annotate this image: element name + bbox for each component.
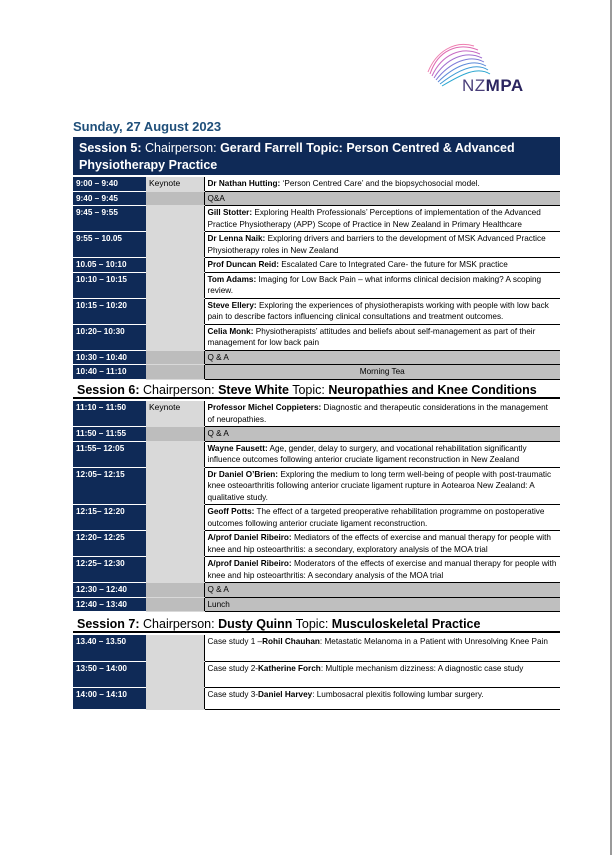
time-cell: 11:10 – 11:50 <box>73 401 146 427</box>
speaker-name: Tom Adams: <box>207 274 257 284</box>
type-cell <box>146 635 204 661</box>
time-cell: 9:45 – 9:55 <box>73 206 146 232</box>
session-detail-cell <box>204 687 560 709</box>
speaker-name: Wayne Fausett: <box>207 443 268 453</box>
schedule-row <box>73 583 560 598</box>
session5-topic: Person Centred & Advanced Physiotherapy Practice <box>79 141 515 172</box>
talk-title: Moderators of the effects of exercise and manual therapy for people with knee and hip osteoarthritis: A secondary analysis of the MOA trial <box>207 559 557 580</box>
speaker-name: Dr Lenna Naik: <box>207 234 266 243</box>
session7-chair-label: Chairperson: <box>143 617 215 631</box>
schedule-row <box>73 206 560 232</box>
session-detail-cell <box>204 597 560 612</box>
schedule-row <box>73 350 560 365</box>
session-detail-cell <box>204 583 560 598</box>
schedule-row <box>73 232 560 258</box>
case-study-prefix: Case study 1 – <box>207 637 263 646</box>
time-cell: 10:40 – 11:10 <box>73 365 146 380</box>
speaker-name: Steve Ellery: <box>207 300 257 310</box>
time-cell: 9:55 – 10.05 <box>73 232 146 258</box>
session7-topic: Musculoskeletal Practice <box>331 617 481 631</box>
speaker-name: Daniel Harvey <box>258 689 313 699</box>
talk-title: : Metastatic Melanoma in a Patient with Unresolving Knee Pain <box>319 637 548 646</box>
talk-title: Imaging for Low Back Pain – what informs clinical decision making? A scoping review. <box>207 274 542 295</box>
session7-label: Session 7: <box>77 617 140 631</box>
session-detail-cell <box>204 467 560 505</box>
session6-chair: Steve White <box>218 383 289 397</box>
talk-title: ‘Person Centred Care’ and the biopsychosocial model. <box>282 179 480 188</box>
talk-title: Exploring the medium to long term well-being of people with post-traumatic knee osteoarthritis following anterior cruciate ligament rupture in Aotearoa New Zealand: A qualitative study. <box>207 469 552 502</box>
session5-table <box>73 177 560 380</box>
schedule-row <box>73 687 560 709</box>
session-detail-cell <box>204 401 560 427</box>
type-cell <box>146 191 204 206</box>
talk-title: : Lumbosacral plexitis following lumbar surgery. <box>312 689 484 699</box>
time-cell: 12:15– 12:20 <box>73 505 146 531</box>
speaker-name: A/prof Daniel Ribeiro: <box>207 559 292 568</box>
session-detail-cell <box>204 350 560 365</box>
talk-title: Morning Tea <box>359 367 405 376</box>
session7-table <box>73 635 560 710</box>
time-cell: 10:30 – 10:40 <box>73 350 146 365</box>
talk-title: Q & A <box>207 429 229 438</box>
schedule-row <box>73 635 560 661</box>
session-detail-cell <box>204 661 560 687</box>
type-cell <box>146 661 204 687</box>
type-cell <box>146 206 204 232</box>
type-cell <box>146 427 204 442</box>
talk-title: Q & A <box>207 585 229 594</box>
session6-table <box>73 401 560 612</box>
session-detail-cell <box>204 365 560 380</box>
time-cell: 9:40 – 9:45 <box>73 191 146 206</box>
schedule-row <box>73 177 560 191</box>
session7-header <box>73 615 560 633</box>
logo-wordmark <box>462 76 524 96</box>
type-cell <box>146 258 204 273</box>
talk-title: Mediators of the effects of exercise and manual therapy for people with knee and hip osteoarthritis: a secondary, exploratory analysis of the MOA trial <box>207 533 551 554</box>
type-cell <box>146 365 204 380</box>
session5-chair-label: Chairperson: <box>145 141 217 155</box>
talk-title: Q&A <box>207 193 225 203</box>
talk-title: The effect of a targeted preoperative rehabilitation programme on postoperative outcomes following anterior cruciate ligament reconstruction. <box>207 507 545 528</box>
time-cell: 11:55– 12:05 <box>73 441 146 467</box>
session5-header <box>73 137 560 175</box>
session6-label: Session 6: <box>77 383 140 397</box>
time-cell: 11:50 – 11:55 <box>73 427 146 442</box>
speaker-name: A/prof Daniel Ribeiro: <box>207 533 292 542</box>
schedule-row <box>73 661 560 687</box>
time-cell: 10:15 – 10:20 <box>73 298 146 324</box>
type-cell <box>146 583 204 598</box>
talk-title: Q & A <box>207 352 229 362</box>
type-cell <box>146 531 204 557</box>
logo-wordmark-b: MPA <box>485 76 524 95</box>
speaker-name: Gill Stotter: <box>207 208 253 217</box>
session-detail-cell <box>204 427 560 442</box>
date-heading: Sunday, 27 August 2023 <box>73 119 222 134</box>
session7-topic-label: Topic: <box>295 617 329 631</box>
schedule-row <box>73 272 560 298</box>
type-cell <box>146 687 204 709</box>
session-detail-cell <box>204 191 560 206</box>
talk-title: Exploring the experiences of physiotherapists working with people with low back pain to describe factors influencing clinical consultations and treatment outcomes. <box>207 300 549 321</box>
session-detail-cell <box>204 298 560 324</box>
time-cell: 14:00 – 14:10 <box>73 687 146 709</box>
schedule-row <box>73 258 560 273</box>
type-cell: Keynote <box>146 177 204 191</box>
talk-title: Lunch <box>207 599 230 609</box>
type-cell <box>146 350 204 365</box>
time-cell: 10.05 – 10:10 <box>73 258 146 273</box>
type-cell <box>146 272 204 298</box>
time-cell: 12:40 – 13:40 <box>73 597 146 612</box>
schedule-row <box>73 441 560 467</box>
type-cell <box>146 324 204 350</box>
talk-title: Exploring Health Professionals’ Perceptions of implementation of the Advanced Practice Physiotherapy (APP) Scope of Practice in New Zealand in Primary Healthcare <box>207 208 541 229</box>
speaker-name: Dr Daniel O’Brien: <box>207 469 279 479</box>
session7-chair: Dusty Quinn <box>218 617 293 631</box>
case-study-prefix: Case study 2- <box>207 663 259 673</box>
type-cell <box>146 505 204 531</box>
time-cell: 12:05– 12:15 <box>73 467 146 505</box>
nzmpa-logo-icon <box>418 32 568 112</box>
schedule-row <box>73 467 560 505</box>
time-cell: 12:30 – 12:40 <box>73 583 146 598</box>
session-detail-cell <box>204 232 560 258</box>
type-cell: Keynote <box>146 401 204 427</box>
session-detail-cell <box>204 206 560 232</box>
speaker-name: Geoff Potts: <box>207 507 255 516</box>
schedule-row <box>73 298 560 324</box>
type-cell <box>146 467 204 505</box>
schedule-row <box>73 505 560 531</box>
talk-title: : Multiple mechanism dizziness: A diagnostic case study <box>320 663 524 673</box>
schedule-row <box>73 324 560 350</box>
time-cell: 10:20– 10:30 <box>73 324 146 350</box>
type-cell <box>146 298 204 324</box>
session5-chair: Gerard Farrell <box>220 141 303 155</box>
speaker-name: Celia Monk: <box>207 326 254 336</box>
session-detail-cell <box>204 324 560 350</box>
time-cell: 9:00 – 9:40 <box>73 177 146 191</box>
session-detail-cell <box>204 557 560 583</box>
schedule-row <box>73 427 560 442</box>
type-cell <box>146 597 204 612</box>
session6-topic: Neuropathies and Knee Conditions <box>328 383 537 397</box>
time-cell: 13.40 – 13.50 <box>73 635 146 661</box>
schedule-row <box>73 557 560 583</box>
schedule-row <box>73 365 560 380</box>
session-detail-cell <box>204 177 560 191</box>
session-detail-cell <box>204 531 560 557</box>
speaker-name: Prof Duncan Reid: <box>207 260 279 269</box>
schedule-row <box>73 531 560 557</box>
schedule-row <box>73 597 560 612</box>
case-study-prefix: Case study 3- <box>207 689 259 699</box>
session5-topic-label: Topic: <box>306 141 343 155</box>
time-cell: 13:50 – 14:00 <box>73 661 146 687</box>
session-detail-cell <box>204 258 560 273</box>
type-cell <box>146 441 204 467</box>
time-cell: 12:25– 12:30 <box>73 557 146 583</box>
session6-chair-label: Chairperson: <box>143 383 215 397</box>
speaker-name: Dr Nathan Hutting: <box>207 179 281 188</box>
session6-topic-label: Topic: <box>292 383 325 397</box>
session-detail-cell <box>204 272 560 298</box>
time-cell: 12:20– 12:25 <box>73 531 146 557</box>
session-detail-cell <box>204 441 560 467</box>
type-cell <box>146 232 204 258</box>
schedule-row <box>73 401 560 427</box>
session-detail-cell <box>204 635 560 661</box>
session5-label: Session 5: <box>79 141 142 155</box>
speaker-name: Professor Michel Coppieters: <box>207 403 322 412</box>
talk-title: Escalated Care to Integrated Care- the future for MSK practice <box>281 260 508 269</box>
schedule-row <box>73 191 560 206</box>
speaker-name: Katherine Forch <box>258 663 321 673</box>
time-cell: 10:10 – 10:15 <box>73 272 146 298</box>
speaker-name: Rohil Chauhan <box>262 637 320 646</box>
talk-title: Physiotherapists’ attitudes and beliefs about self-management as part of their management for low back pain <box>207 326 536 347</box>
type-cell <box>146 557 204 583</box>
talk-title: Exploring drivers and barriers to the development of MSK Advanced Practice Physiotherapy roles in New Zealand <box>207 234 546 255</box>
session6-header <box>73 381 560 399</box>
session-detail-cell <box>204 505 560 531</box>
talk-title: Age, gender, delay to surgery, and vocational rehabilitation significantly influence outcomes following anterior cruciate ligament reconstruction in New Zealand <box>207 443 527 464</box>
logo-wordmark-a: NZ <box>462 76 486 95</box>
talk-title: Diagnostic and therapeutic considerations in the management of neuropathies. <box>207 403 548 424</box>
